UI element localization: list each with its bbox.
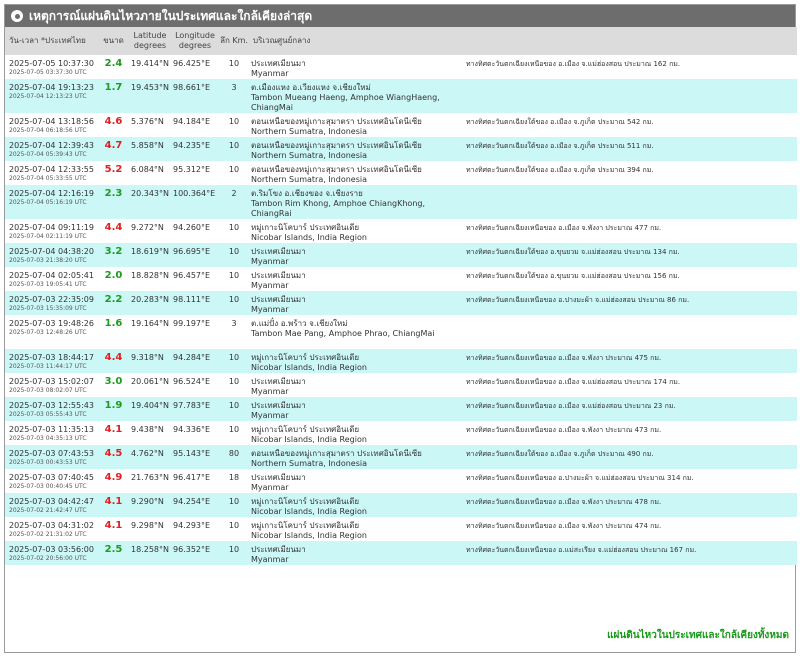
cell-region	[249, 291, 466, 315]
local-time: 2025-07-03 11:35:13	[9, 425, 94, 434]
cell-datetime	[5, 469, 98, 493]
cell-longitude: 96.695°E	[173, 247, 211, 256]
cell-longitude: 96.352°E	[173, 545, 211, 554]
cell-region	[249, 243, 466, 267]
local-time: 2025-07-04 12:16:19	[9, 189, 94, 198]
local-time: 2025-07-03 22:35:09	[9, 295, 94, 304]
cell-magnitude: 4.9	[104, 472, 123, 483]
cell-datetime	[5, 373, 98, 397]
cell-region	[249, 267, 466, 291]
region-english: Northern Sumatra, Indonesia	[251, 459, 368, 468]
local-time: 2025-07-03 04:31:02	[9, 521, 94, 530]
region-thai: ต.แม่ปั๋ง อ.พร้าว จ.เชียงใหม่	[251, 319, 348, 328]
cell-magnitude: 4.4	[104, 222, 123, 233]
cell-distance: ทางทิศตะวันตกเฉียงเหนือของ อ.เมือง จ.พังงา ประมาณ 473 กม.	[466, 426, 662, 434]
cell-longitude: 94.293°E	[173, 521, 211, 530]
cell-distance: ทางทิศตะวันตกเฉียงเหนือของ อ.แม่สะเรียง จ.แม่ฮ่องสอน ประมาณ 167 กม.	[466, 546, 697, 554]
cell-datetime	[5, 445, 98, 469]
table-row[interactable]	[5, 315, 797, 349]
col-header-latitude: Latitude degrees	[129, 27, 171, 55]
region-english: Myanmar	[251, 483, 289, 492]
table-row[interactable]	[5, 113, 797, 137]
cell-depth: 10	[228, 165, 240, 174]
cell-depth: 10	[228, 377, 240, 386]
cell-magnitude: 4.7	[104, 140, 123, 151]
cell-depth: 2	[231, 189, 237, 198]
panel-header	[5, 5, 795, 27]
cell-region	[249, 517, 466, 541]
cell-latitude: 9.272°N	[131, 223, 164, 232]
cell-distance: ทางทิศตะวันตกเฉียงเหนือของ อ.เมือง จ.แม่ฮ่องสอน ประมาณ 174 กม.	[466, 378, 681, 386]
cell-magnitude: 1.9	[104, 400, 123, 411]
region-thai: ประเทศเมียนมา	[251, 59, 306, 68]
cell-region	[249, 397, 466, 421]
cell-longitude: 94.336°E	[173, 425, 211, 434]
col-header-datetime: วัน-เวลา *ประเทศไทย	[5, 27, 98, 55]
col-header-depth: ลึก Km.	[219, 27, 249, 55]
cell-latitude: 4.762°N	[131, 449, 164, 458]
cell-latitude: 9.438°N	[131, 425, 164, 434]
region-thai: ประเทศเมียนมา	[251, 295, 306, 304]
cell-depth: 10	[228, 497, 240, 506]
table-row[interactable]	[5, 349, 797, 373]
local-time: 2025-07-03 07:40:45	[9, 473, 94, 482]
cell-latitude: 18.619°N	[131, 247, 169, 256]
cell-latitude: 20.283°N	[131, 295, 169, 304]
cell-datetime	[5, 185, 98, 219]
cell-longitude: 96.425°E	[173, 59, 211, 68]
cell-magnitude: 1.6	[104, 318, 123, 329]
table-row[interactable]	[5, 469, 797, 493]
cell-datetime	[5, 161, 98, 185]
cell-depth: 10	[228, 295, 240, 304]
cell-latitude: 19.453°N	[131, 83, 169, 92]
local-time: 2025-07-04 12:39:43	[9, 141, 94, 150]
cell-region	[249, 219, 466, 243]
region-thai: ต.ริมโขง อ.เชียงของ จ.เชียงราย	[251, 189, 363, 198]
region-thai: ตอนเหนือของหมู่เกาะสุมาตรา ประเทศอินโดนีเซีย	[251, 449, 422, 458]
cell-longitude: 94.235°E	[173, 141, 211, 150]
table-row[interactable]	[5, 291, 797, 315]
table-row[interactable]	[5, 541, 797, 565]
cell-longitude: 99.197°E	[173, 319, 211, 328]
cell-depth: 10	[228, 425, 240, 434]
cell-distance	[466, 79, 797, 113]
cell-depth: 10	[228, 247, 240, 256]
region-thai: ประเทศเมียนมา	[251, 377, 306, 386]
cell-region	[249, 161, 466, 185]
table-header-row	[5, 27, 797, 55]
region-thai: ตอนเหนือของหมู่เกาะสุมาตรา ประเทศอินโดนีเซีย	[251, 117, 422, 126]
cell-distance	[466, 315, 797, 349]
cell-latitude: 5.376°N	[131, 117, 164, 126]
local-time: 2025-07-04 04:38:20	[9, 247, 94, 256]
cell-magnitude: 4.4	[104, 352, 123, 363]
region-thai: หมู่เกาะนิโคบาร์ ประเทศอินเดีย	[251, 425, 360, 434]
cell-distance: ทางทิศตะวันตกเฉียงเหนือของ อ.เมือง จ.แม่ฮ่องสอน ประมาณ 162 กม.	[466, 60, 681, 68]
cell-latitude: 18.828°N	[131, 271, 169, 280]
cell-latitude: 9.318°N	[131, 353, 164, 362]
cell-magnitude: 2.5	[104, 544, 123, 555]
region-english: Tambon Mae Pang, Amphoe Phrao, ChiangMai	[251, 329, 435, 338]
region-english: Myanmar	[251, 257, 289, 266]
cell-datetime	[5, 137, 98, 161]
cell-longitude: 96.457°E	[173, 271, 211, 280]
cell-depth: 10	[228, 521, 240, 530]
cell-magnitude: 4.1	[104, 520, 123, 531]
cell-magnitude: 4.5	[104, 448, 123, 459]
region-english: Tambon Mueang Haeng, Amphoe WiangHaeng, ChiangMai	[251, 93, 440, 112]
cell-datetime	[5, 291, 98, 315]
region-english: Nicobar Islands, India Region	[251, 233, 367, 242]
cell-datetime	[5, 243, 98, 267]
cell-latitude: 18.258°N	[131, 545, 169, 554]
cell-longitude: 100.364°E	[173, 189, 216, 198]
cell-latitude: 9.290°N	[131, 497, 164, 506]
cell-magnitude: 5.2	[104, 164, 123, 175]
cell-region	[249, 79, 466, 113]
table-row[interactable]	[5, 161, 797, 185]
col-header-distance	[466, 27, 797, 55]
cell-region	[249, 493, 466, 517]
earthquake-panel	[4, 4, 796, 653]
cell-depth: 80	[228, 449, 240, 458]
region-english: Myanmar	[251, 69, 289, 78]
cell-latitude: 19.414°N	[131, 59, 169, 68]
utc-time: 2025-07-04 02:11:19 UTC	[9, 233, 87, 240]
region-english: Myanmar	[251, 411, 289, 420]
cell-region	[249, 373, 466, 397]
region-thai: ตอนเหนือของหมู่เกาะสุมาตรา ประเทศอินโดนีเซีย	[251, 165, 422, 174]
region-english: Nicobar Islands, India Region	[251, 507, 367, 516]
cell-region	[249, 445, 466, 469]
local-time: 2025-07-04 19:13:23	[9, 83, 94, 92]
region-thai: หมู่เกาะนิโคบาร์ ประเทศอินเดีย	[251, 223, 360, 232]
local-time: 2025-07-03 07:43:53	[9, 449, 94, 458]
utc-time: 2025-07-03 15:35:09 UTC	[9, 305, 87, 312]
utc-time: 2025-07-03 00:40:45 UTC	[9, 483, 87, 490]
region-thai: ตอนเหนือของหมู่เกาะสุมาตรา ประเทศอินโดนีเซีย	[251, 141, 422, 150]
cell-depth: 10	[228, 353, 240, 362]
col-header-region: บริเวณศูนย์กลาง	[249, 27, 466, 55]
cell-datetime	[5, 113, 98, 137]
cell-depth: 10	[228, 59, 240, 68]
table-row[interactable]	[5, 421, 797, 445]
cell-longitude: 96.417°E	[173, 473, 211, 482]
local-time: 2025-07-03 15:02:07	[9, 377, 94, 386]
record-circle-icon	[11, 10, 23, 22]
cell-datetime	[5, 493, 98, 517]
cell-region	[249, 315, 466, 349]
cell-distance: ทางทิศตะวันตกเฉียงใต้ของ อ.เมือง จ.ภูเก็ต ประมาณ 394 กม.	[466, 166, 654, 174]
cell-distance: ทางทิศตะวันตกเฉียงเหนือของ อ.เมือง จ.พังงา ประมาณ 474 กม.	[466, 522, 662, 530]
local-time: 2025-07-04 09:11:19	[9, 223, 94, 232]
cell-datetime	[5, 79, 98, 113]
cell-datetime	[5, 219, 98, 243]
cell-depth: 10	[228, 401, 240, 410]
cell-datetime	[5, 397, 98, 421]
region-thai: หมู่เกาะนิโคบาร์ ประเทศอินเดีย	[251, 353, 360, 362]
cell-magnitude: 2.3	[104, 188, 123, 199]
region-english: Northern Sumatra, Indonesia	[251, 127, 368, 136]
cell-datetime	[5, 315, 98, 349]
local-time: 2025-07-03 12:55:43	[9, 401, 94, 410]
cell-magnitude: 4.1	[104, 496, 123, 507]
region-english: Tambon Rim Khong, Amphoe ChiangKhong, ChiangRai	[251, 199, 426, 218]
utc-time: 2025-07-04 05:33:55 UTC	[9, 175, 87, 182]
earthquake-table	[5, 27, 797, 565]
cell-magnitude: 2.0	[104, 270, 123, 281]
region-english: Myanmar	[251, 387, 289, 396]
cell-depth: 3	[231, 83, 237, 92]
all-earthquakes-link[interactable]: แผ่นดินไหวในประเทศและใกล้เคียงทั้งหมด	[607, 630, 789, 641]
cell-distance: ทางทิศตะวันตกเฉียงเหนือของ อ.เมือง จ.พังงา ประมาณ 478 กม.	[466, 498, 662, 506]
utc-time: 2025-07-02 21:42:47 UTC	[9, 507, 87, 514]
cell-distance: ทางทิศตะวันตกเฉียงใต้ของ อ.ขุนยวม จ.แม่ฮ่องสอน ประมาณ 156 กม.	[466, 272, 680, 280]
cell-latitude: 9.298°N	[131, 521, 164, 530]
panel-footer	[5, 622, 795, 652]
cell-region	[249, 421, 466, 445]
cell-latitude: 6.084°N	[131, 165, 164, 174]
utc-time: 2025-07-04 05:16:19 UTC	[9, 199, 87, 206]
cell-depth: 10	[228, 117, 240, 126]
cell-latitude: 19.404°N	[131, 401, 169, 410]
table-row[interactable]	[5, 517, 797, 541]
local-time: 2025-07-05 10:37:30	[9, 59, 94, 68]
cell-magnitude: 3.0	[104, 376, 123, 387]
cell-longitude: 94.184°E	[173, 117, 211, 126]
cell-distance	[466, 185, 797, 219]
cell-latitude: 20.061°N	[131, 377, 169, 386]
cell-depth: 10	[228, 141, 240, 150]
cell-magnitude: 4.1	[104, 424, 123, 435]
cell-region	[249, 469, 466, 493]
cell-magnitude: 4.6	[104, 116, 123, 127]
cell-region	[249, 185, 466, 219]
table-body	[5, 55, 797, 565]
cell-magnitude: 2.4	[104, 58, 123, 69]
region-thai: หมู่เกาะนิโคบาร์ ประเทศอินเดีย	[251, 521, 360, 530]
cell-depth: 10	[228, 223, 240, 232]
cell-datetime	[5, 421, 98, 445]
local-time: 2025-07-03 19:48:26	[9, 319, 94, 328]
table-row[interactable]	[5, 185, 797, 219]
local-time: 2025-07-04 12:33:55	[9, 165, 94, 174]
cell-region	[249, 55, 466, 79]
region-english: Nicobar Islands, India Region	[251, 435, 367, 444]
cell-magnitude: 2.2	[104, 294, 123, 305]
local-time: 2025-07-04 02:05:41	[9, 271, 94, 280]
cell-depth: 10	[228, 271, 240, 280]
cell-depth: 10	[228, 545, 240, 554]
utc-time: 2025-07-04 05:39:43 UTC	[9, 151, 87, 158]
cell-datetime	[5, 541, 98, 565]
cell-region	[249, 113, 466, 137]
cell-region	[249, 541, 466, 565]
utc-time: 2025-07-03 19:05:41 UTC	[9, 281, 87, 288]
cell-distance: ทางทิศตะวันตกเฉียงใต้ของ อ.เมือง จ.ภูเก็ต ประมาณ 511 กม.	[466, 142, 654, 150]
utc-time: 2025-07-03 11:44:17 UTC	[9, 363, 87, 370]
local-time: 2025-07-03 04:42:47	[9, 497, 94, 506]
table-row[interactable]	[5, 243, 797, 267]
cell-longitude: 95.143°E	[173, 449, 211, 458]
cell-distance: ทางทิศตะวันตกเฉียงเหนือของ อ.เมือง จ.พังงา ประมาณ 477 กม.	[466, 224, 662, 232]
table-row[interactable]	[5, 55, 797, 79]
cell-datetime	[5, 55, 98, 79]
col-header-magnitude: ขนาด	[98, 27, 129, 55]
cell-datetime	[5, 267, 98, 291]
table-row[interactable]	[5, 219, 797, 243]
cell-longitude: 97.783°E	[173, 401, 211, 410]
cell-distance: ทางทิศตะวันตกเฉียงใต้ของ อ.เมือง จ.ภูเก็ต ประมาณ 542 กม.	[466, 118, 654, 126]
cell-distance: ทางทิศตะวันตกเฉียงเหนือของ อ.ปางมะผ้า จ.แม่ฮ่องสอน ประมาณ 314 กม.	[466, 474, 694, 482]
region-english: Myanmar	[251, 281, 289, 290]
cell-region	[249, 137, 466, 161]
cell-depth: 3	[231, 319, 237, 328]
table-row[interactable]	[5, 493, 797, 517]
region-thai: ประเทศเมียนมา	[251, 271, 306, 280]
utc-time: 2025-07-04 06:18:56 UTC	[9, 127, 87, 134]
cell-depth: 18	[228, 473, 240, 482]
region-thai: ต.เมืองแหง อ.เวียงแหง จ.เชียงใหม่	[251, 83, 371, 92]
cell-latitude: 5.858°N	[131, 141, 164, 150]
utc-time: 2025-07-03 04:35:13 UTC	[9, 435, 87, 442]
region-thai: ประเทศเมียนมา	[251, 247, 306, 256]
cell-distance: ทางทิศตะวันตกเฉียงใต้ของ อ.เมือง จ.ภูเก็ต ประมาณ 490 กม.	[466, 450, 654, 458]
cell-latitude: 21.763°N	[131, 473, 169, 482]
table-row[interactable]	[5, 373, 797, 397]
cell-distance: ทางทิศตะวันตกเฉียงเหนือของ อ.เมือง จ.แม่ฮ่องสอน ประมาณ 23 กม.	[466, 402, 676, 410]
cell-longitude: 94.284°E	[173, 353, 211, 362]
cell-latitude: 20.343°N	[131, 189, 169, 198]
region-english: Nicobar Islands, India Region	[251, 363, 367, 372]
table-row[interactable]	[5, 79, 797, 113]
region-thai: หมู่เกาะนิโคบาร์ ประเทศอินเดีย	[251, 497, 360, 506]
region-english: Northern Sumatra, Indonesia	[251, 151, 368, 160]
table-row[interactable]	[5, 397, 797, 421]
cell-longitude: 96.524°E	[173, 377, 211, 386]
utc-time: 2025-07-03 21:38:20 UTC	[9, 257, 87, 264]
cell-magnitude: 3.2	[104, 246, 123, 257]
table-row[interactable]	[5, 137, 797, 161]
utc-time: 2025-07-03 08:02:07 UTC	[9, 387, 87, 394]
cell-latitude: 19.164°N	[131, 319, 169, 328]
cell-distance: ทางทิศตะวันตกเฉียงใต้ของ อ.ขุนยวม จ.แม่ฮ่องสอน ประมาณ 134 กม.	[466, 248, 680, 256]
cell-region	[249, 349, 466, 373]
region-english: Myanmar	[251, 305, 289, 314]
local-time: 2025-07-03 03:56:00	[9, 545, 94, 554]
local-time: 2025-07-03 18:44:17	[9, 353, 94, 362]
cell-datetime	[5, 517, 98, 541]
region-english: Northern Sumatra, Indonesia	[251, 175, 368, 184]
cell-longitude: 98.111°E	[173, 295, 211, 304]
table-row[interactable]	[5, 267, 797, 291]
utc-time: 2025-07-03 00:43:53 UTC	[9, 459, 87, 466]
cell-longitude: 95.312°E	[173, 165, 211, 174]
region-thai: ประเทศเมียนมา	[251, 401, 306, 410]
region-thai: ประเทศเมียนมา	[251, 473, 306, 482]
cell-longitude: 94.254°E	[173, 497, 211, 506]
cell-longitude: 98.661°E	[173, 83, 211, 92]
utc-time: 2025-07-03 12:48:26 UTC	[9, 329, 87, 336]
cell-longitude: 94.260°E	[173, 223, 211, 232]
cell-distance: ทางทิศตะวันตกเฉียงเหนือของ อ.เมือง จ.พังงา ประมาณ 475 กม.	[466, 354, 662, 362]
cell-distance: ทางทิศตะวันตกเฉียงเหนือของ อ.ปางมะผ้า จ.แม่ฮ่องสอน ประมาณ 86 กม.	[466, 296, 690, 304]
col-header-longitude: Longitude degrees	[171, 27, 219, 55]
utc-time: 2025-07-02 21:31:02 UTC	[9, 531, 87, 538]
cell-magnitude: 1.7	[104, 82, 123, 93]
table-row[interactable]	[5, 445, 797, 469]
region-english: Myanmar	[251, 555, 289, 564]
panel-title: เหตุการณ์แผ่นดินไหวภายในประเทศและใกล้เคียงล่าสุด	[29, 8, 313, 23]
utc-time: 2025-07-05 03:37:30 UTC	[9, 69, 87, 76]
local-time: 2025-07-04 13:18:56	[9, 117, 94, 126]
utc-time: 2025-07-02 20:56:00 UTC	[9, 555, 87, 562]
region-english: Nicobar Islands, India Region	[251, 531, 367, 540]
region-thai: ประเทศเมียนมา	[251, 545, 306, 554]
cell-datetime	[5, 349, 98, 373]
utc-time: 2025-07-04 12:13:23 UTC	[9, 93, 87, 100]
utc-time: 2025-07-03 05:55:43 UTC	[9, 411, 87, 418]
